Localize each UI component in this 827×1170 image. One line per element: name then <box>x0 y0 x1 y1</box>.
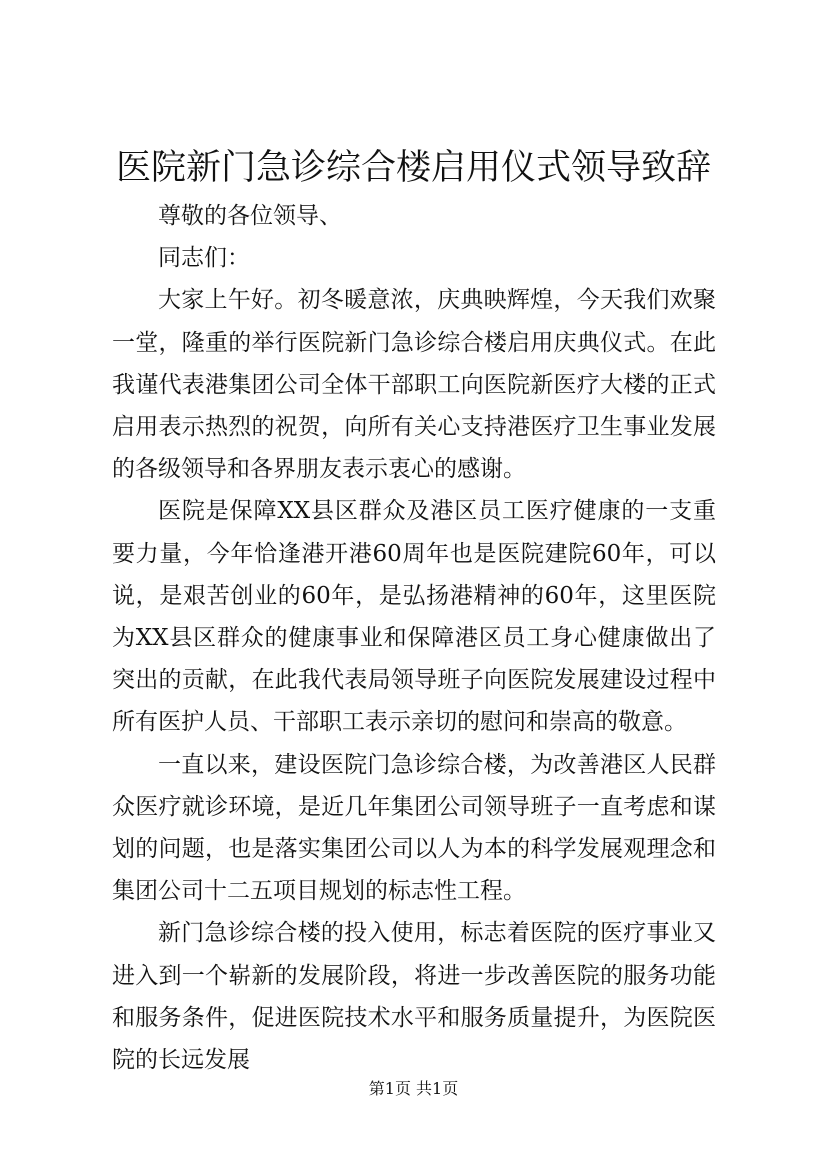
body-paragraph: 医院是保障XX县区群众及港区员工医疗健康的一支重要力量，今年恰逢港开港60周年也是医院建院60年，可以说，是艰苦创业的60年，是弘扬港精神的60年，这里医院为XX县区群众的健康事业和保障港区员工身心健康做出了突出的贡献，在此我代表局领导班子向医院发展建设过程中所有医护人员、干部职工表示亲切的慰问和崇高的敬意。 <box>112 498 716 736</box>
salutation-line: 同志们： <box>158 245 250 272</box>
page-footer: 第1页 共1页 <box>368 1079 459 1098</box>
salutation-line: 尊敬的各位领导、 <box>158 203 342 229</box>
body-paragraph: 新门急诊综合楼的投入使用，标志着医院的医疗事业又进入到一个崭新的发展阶段，将进一步改善医院的服务功能和服务条件，促进医院技术水平和服务质量提升，为医院医院的长远发展 <box>112 920 716 1074</box>
body-paragraph: 大家上午好。初冬暖意浓，庆典映辉煌，今天我们欢聚一堂，隆重的举行医院新门急诊综合楼启用庆典仪式。在此我谨代表港集团公司全体干部职工向医院新医疗大楼的正式启用表示热烈的祝贺，向所有关心支持港医疗卫生事业发展的各级领导和各界朋友表示衷心的感谢。 <box>112 287 716 483</box>
body-paragraph: 一直以来，建设医院门急诊综合楼，为改善港区人民群众医疗就诊环境，是近几年集团公司领导班子一直考虑和谋划的问题，也是落实集团公司以人为本的科学发展观理念和集团公司十二五项目规划的标志性工程。 <box>112 751 716 905</box>
document-body <box>112 195 716 1081</box>
document-title: 医院新门急诊综合楼启用仪式领导致辞 <box>115 148 711 188</box>
